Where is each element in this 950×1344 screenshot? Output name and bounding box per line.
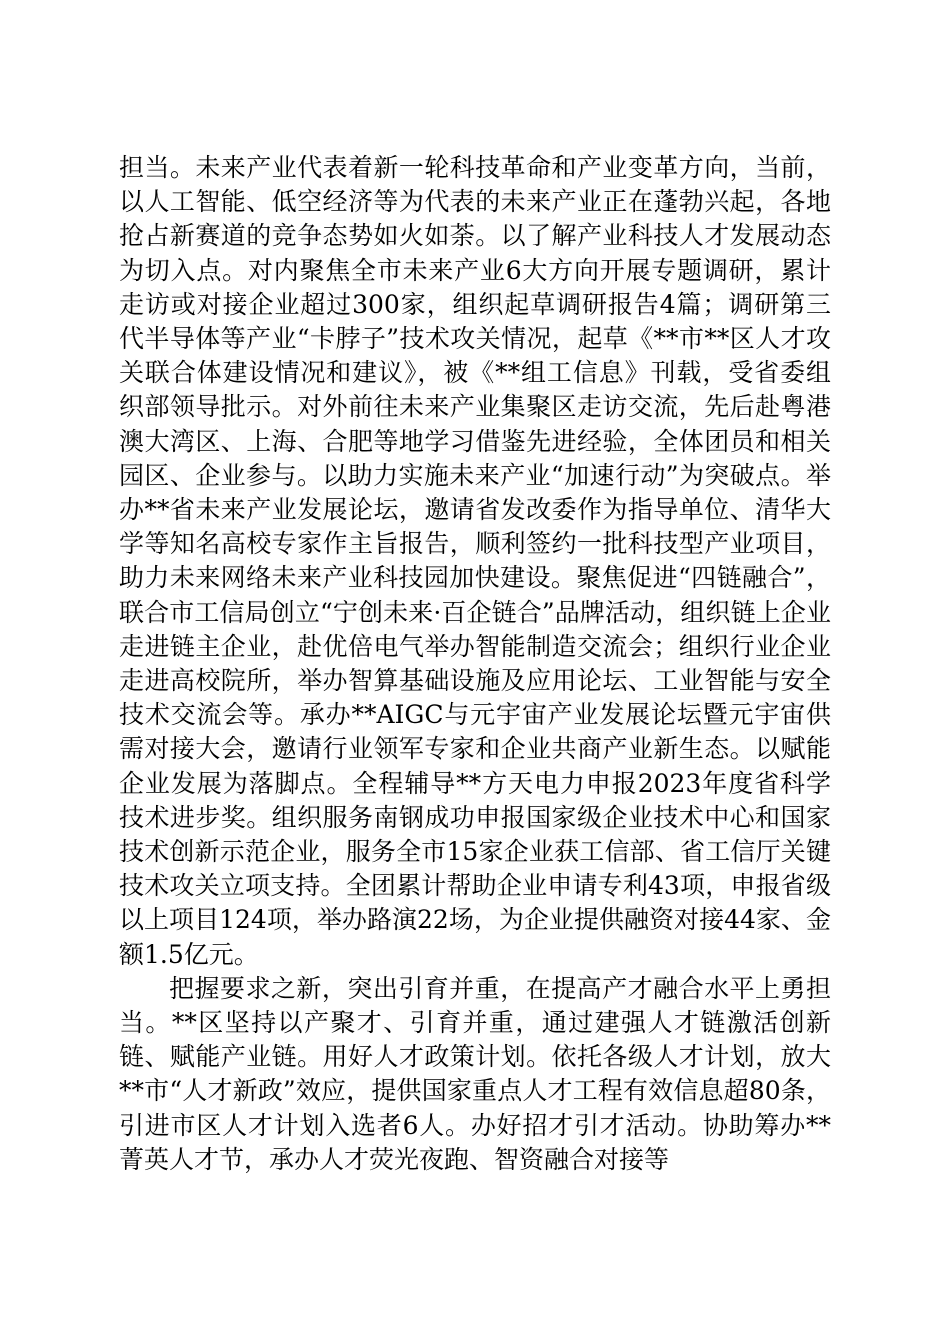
body-paragraph-2: 把握要求之新，突出引育并重，在提高产才融合水平上勇担当。**区坚持以产聚才、引育并重，通过建强人才链激活创新链、赋能产业链。用好人才政策计划。依托各级人才计划，放大**市“人才新政”效应，提供国家重点人才工程有效信息超80条，引进市区人才计划入选者6人。办好招才引才活动。协助筹办**菁英人才节，承办人才荧光夜跑、智资融合对接等: [119, 973, 831, 1174]
document-body: [119, 151, 831, 1177]
body-paragraph-1: 担当。未来产业代表着新一轮科技革命和产业变革方向，当前，以人工智能、低空经济等为代表的未来产业正在蓬勃兴起，各地抢占新赛道的竞争态势如火如荼。以了解产业科技人才发展动态为切入点。对内聚焦全市未来产业6大方向开展专题调研，累计走访或对接企业超过300家，组织起草调研报告4篇；调研第三代半导体等产业“卡脖子”技术攻关情况，起草《**市**区人才攻关联合体建设情况和建议》，被《**组工信息》刊载，受省委组织部领导批示。对外前往未来产业集聚区走访交流，先后赴粤港澳大湾区、上海、合肥等地学习借鉴先进经验，全体团员和相关园区、企业参与。以助力实施未来产业“加速行动”为突破点。举办**省未来产业发展论坛，邀请省发改委作为指导单位、清华大学等知名高校专家作主旨报告，顺利签约一批科技型产业项目，助力未来网络未来产业科技园加快建设。聚焦促进“四链融合”，联合市工信局创立“宁创未来·百企链合”品牌活动，组织链上企业走进链主企业，赴优倍电气举办智能制造交流会；组织行业企业走进高校院所，举办智算基础设施及应用论坛、工业智能与安全技术交流会等。承办**AIGC与元宇宙产业发展论坛暨元宇宙供需对接大会，邀请行业领军专家和企业共商产业新生态。以赋能企业发展为落脚点。全程辅导**方天电力申报2023年度省科学技术进步奖。组织服务南钢成功申报国家级企业技术中心和国家技术创新示范企业，服务全市15家企业获工信部、省工信厅关键技术攻关立项支持。全团累计帮助企业申请专利43项，申报省级以上项目124项，举办路演22场，为企业提供融资对接44家、金额1.5亿元。: [119, 153, 831, 969]
